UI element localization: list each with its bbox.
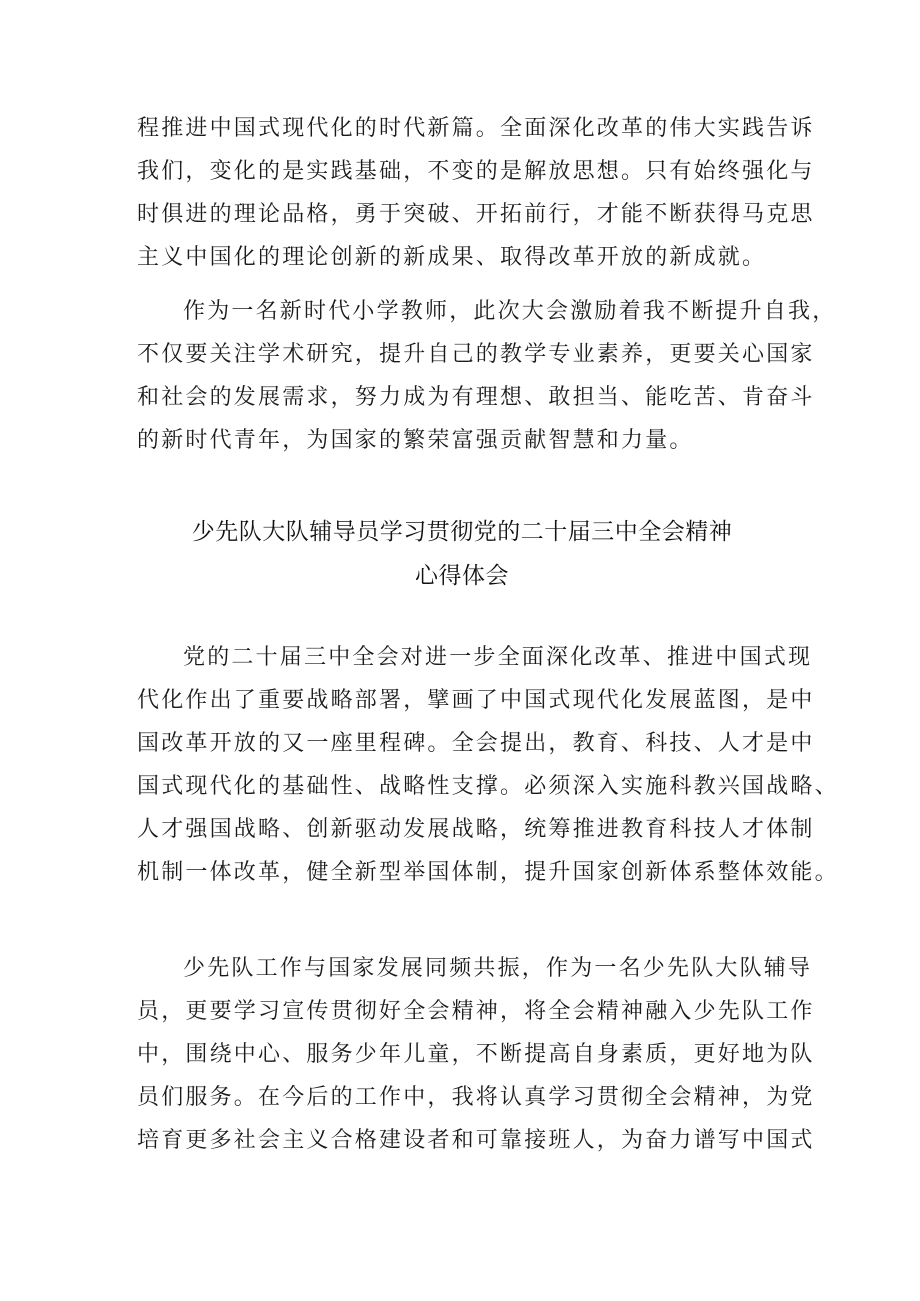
paragraph-teacher-reflection — [137, 290, 837, 462]
paragraph-line: 机制一体改革，健全新型举国体制，提升国家创新体系整体效能。 — [137, 860, 839, 885]
paragraph-line: 少先队工作与国家发展同频共振，作为一名少先队大队辅导 — [183, 956, 813, 981]
paragraph-plenum-summary — [137, 636, 839, 894]
paragraph-line: 不仅要关注学术研究，提升自己的教学专业素养，更要关心国家 — [137, 342, 815, 367]
paragraph-line: 作为一名新时代小学教师，此次大会激励着我不断提升自我， — [183, 299, 837, 324]
paragraph-line: 培育更多社会主义合格建设者和可靠接班人，为奋力谱写中国式 — [137, 1128, 815, 1153]
paragraph-pioneer-work — [137, 947, 815, 1162]
article-title — [137, 510, 787, 598]
paragraph-line: 党的二十届三中全会对进一步全面深化改革、推进中国式现 — [183, 645, 813, 670]
paragraph-line: 国式现代化的基础性、战略性支撑。必须深入实施科教兴国战略、 — [137, 774, 839, 799]
paragraph-line: 我们，变化的是实践基础，不变的是解放思想。只有始终强化与 — [137, 159, 815, 184]
paragraph-line: 和社会的发展需求，努力成为有理想、敢担当、能吃苦、肯奋斗 — [137, 385, 815, 410]
paragraph-line: 员们服务。在今后的工作中，我将认真学习贯彻全会精神，为党 — [137, 1085, 815, 1110]
paragraph-line: 时俱进的理论品格，勇于突破、开拓前行，才能不断获得马克思 — [137, 202, 815, 227]
paragraph-line: 程推进中国式现代化的时代新篇。全面深化改革的伟大实践告诉 — [137, 116, 815, 141]
paragraph-line: 人才强国战略、创新驱动发展战略，统筹推进教育科技人才体制 — [137, 817, 815, 842]
paragraph-continued — [137, 107, 815, 279]
paragraph-line: 员，更要学习宣传贯彻好全会精神，将全会精神融入少先队工作 — [137, 999, 815, 1024]
paragraph-line: 国改革开放的又一座里程碑。全会提出，教育、科技、人才是中 — [137, 731, 815, 756]
article-title-line-1: 少先队大队辅导员学习贯彻党的二十届三中全会精神 — [191, 519, 733, 545]
paragraph-line: 代化作出了重要战略部署，擘画了中国式现代化发展蓝图，是中 — [137, 688, 815, 713]
article-title-line-2: 心得体会 — [415, 563, 509, 589]
paragraph-line: 主义中国化的理论创新的新成果、取得改革开放的新成就。 — [137, 245, 767, 270]
paragraph-line: 中，围绕中心、服务少年儿童，不断提高自身素质，更好地为队 — [137, 1042, 815, 1067]
paragraph-line: 的新时代青年，为国家的繁荣富强贡献智慧和力量。 — [137, 428, 694, 453]
